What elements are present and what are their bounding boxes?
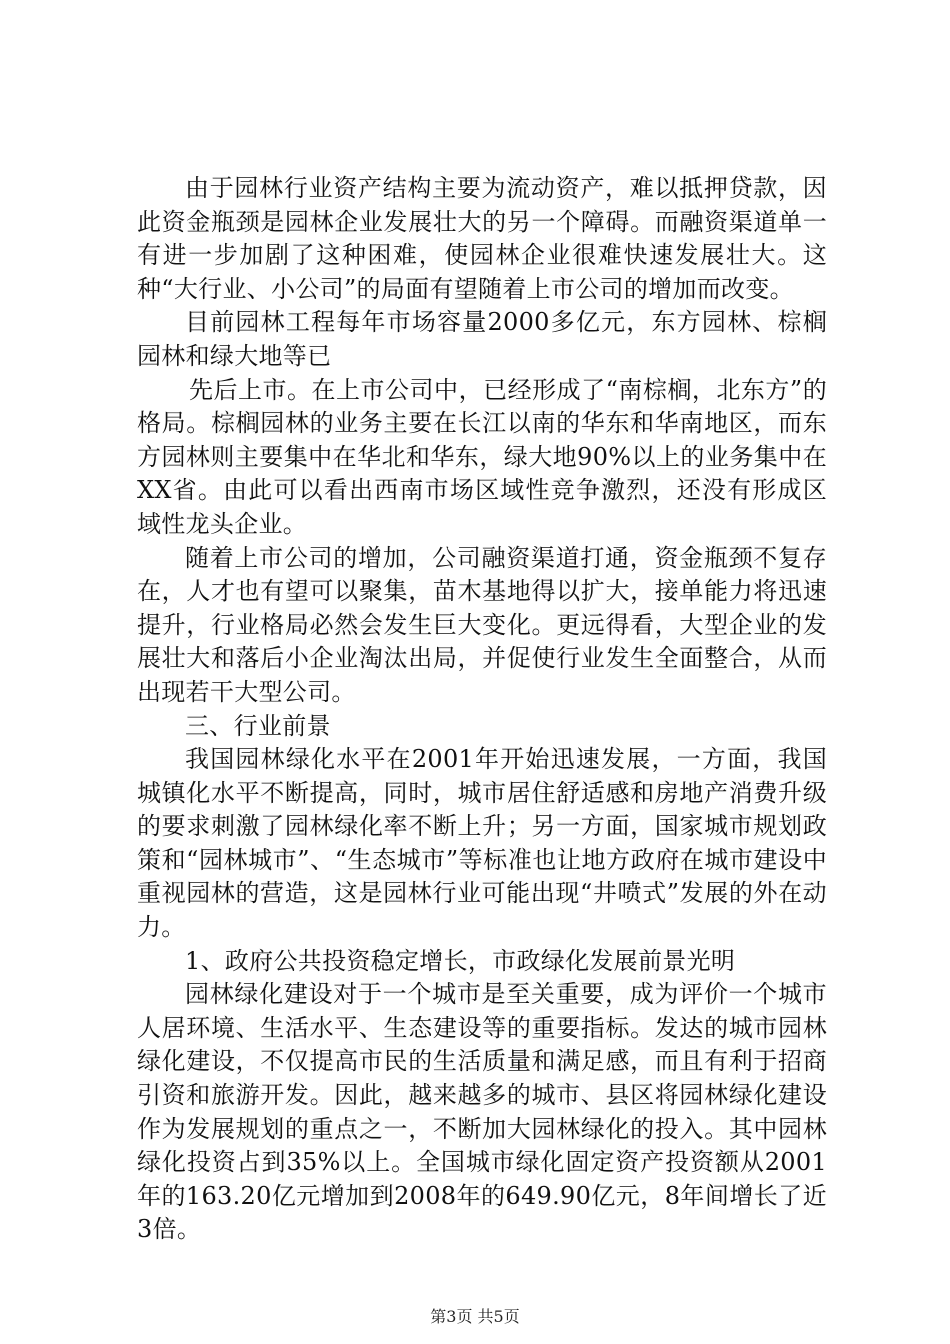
- paragraph-greening-investment: 园林绿化建设对于一个城市是至关重要，成为评价一个城市人居环境、生活水平、生态建设等的重要指标。发达的城市园林绿化建设，不仅提高市民的生活质量和满足感，而且有利于招商引资和旅游开发。因此，越来越多的城市、县区将园林绿化建设作为发展规划的重点之一，不断加大园林绿化的投入。其中园林绿化投资占到35%以上。全国城市绿化固定资产投资额从2001年的163.20亿元增加到2008年的649.90亿元，8年间增长了近3倍。: [137, 980, 827, 1244]
- subheading-public-investment: 1、政府公共投资稳定增长，市政绿化发展前景光明: [185, 946, 736, 975]
- paragraph-financing-bottleneck: 由于园林行业资产结构主要为流动资产，难以抵押贷款，因此资金瓶颈是园林企业发展壮大的另一个障碍。而融资渠道单一有进一步加剧了这种困难，使园林企业很难快速发展壮大。这种“大行业、小公司”的局面有望随着上市公司的增加而改变。: [137, 174, 827, 303]
- paragraph-listed-companies: 先后上市。在上市公司中，已经形成了“南棕榈，北东方”的格局。棕榈园林的业务主要在长江以南的华东和华南地区，而东方园林则主要集中在华北和华东，绿大地90%以上的业务集中在XX省。由此可以看出西南市场区域性竞争激烈，还没有形成区域性龙头企业。: [137, 375, 827, 538]
- paragraph-industry-change: 随着上市公司的增加，公司融资渠道打通，资金瓶颈不复存在，人才也有望可以聚集，苗木基地得以扩大，接单能力将迅速提升，行业格局必然会发生巨大变化。更远得看，大型企业的发展壮大和落后小企业淘汰出局，并促使行业发生全面整合，从而出现若干大型公司。: [137, 543, 827, 706]
- paragraph-market-capacity: 目前园林工程每年市场容量2000多亿元，东方园林、棕榈园林和绿大地等已: [137, 308, 827, 370]
- page-footer: 第3页 共5页: [430, 1307, 520, 1326]
- document-body: [137, 172, 827, 1247]
- paragraph-greening-development: 我国园林绿化水平在2001年开始迅速发展，一方面，我国城镇化水平不断提高，同时，城市居住舒适感和房地产消费升级的要求刺激了园林绿化率不断上升；另一方面，国家城市规划政策和“园林城市”、“生态城市”等标准也让地方政府在城市建设中重视园林的营造，这是园林行业可能出现“井喷式”发展的外在动力。: [137, 745, 827, 942]
- section-heading-industry-outlook: 三、行业前景: [185, 711, 331, 740]
